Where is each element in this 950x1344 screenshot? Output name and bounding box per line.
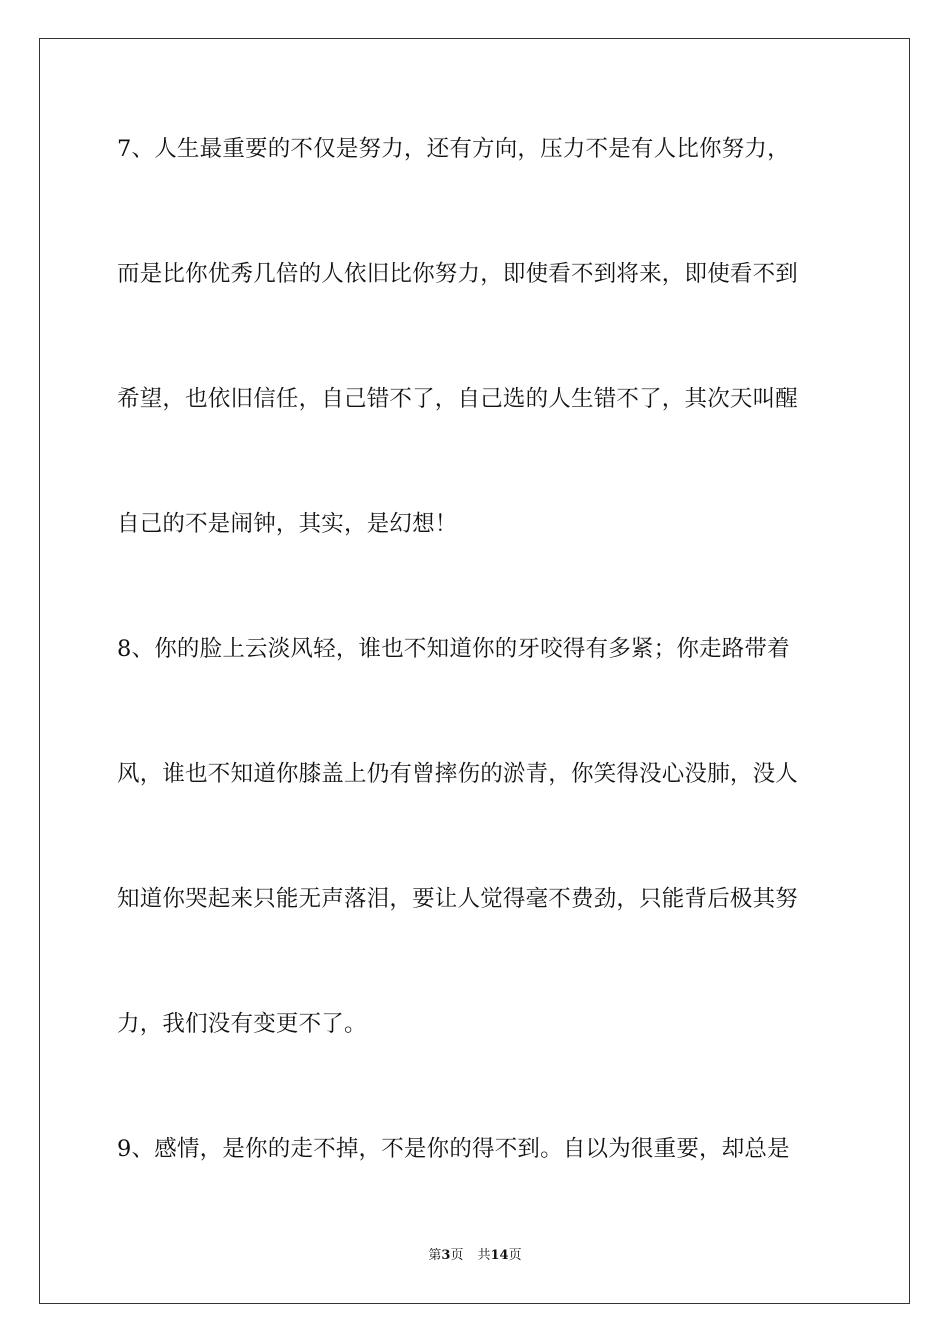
text-line: 希望，也依旧信任，自己错不了，自己选的人生错不了，其次天叫醒: [117, 386, 799, 412]
text-line: 7、人生最重要的不仅是努力，还有方向，压力不是有人比你努力，: [117, 136, 790, 162]
page-footer: [0, 1247, 950, 1265]
page-border: [39, 38, 910, 1304]
total-prefix: 共: [477, 1248, 491, 1263]
text-line: 8、你的脸上云淡风轻，谁也不知道你的牙咬得有多紧；你走路带着: [117, 636, 790, 662]
text-line: 9、感情，是你的走不掉，不是你的得不到。自以为很重要，却总是: [117, 1136, 790, 1162]
text-line: 风，谁也不知道你膝盖上仍有曾摔伤的淤青，你笑得没心没肺，没人: [117, 761, 799, 787]
page-number: 3: [441, 1248, 451, 1263]
page-suffix: 页: [450, 1248, 464, 1263]
text-line: 而是比你优秀几倍的人依旧比你努力，即使看不到将来，即使看不到: [117, 261, 799, 287]
text-line: 力，我们没有变更不了。: [117, 1011, 367, 1037]
text-line: 自己的不是闹钟，其实，是幻想！: [117, 511, 458, 537]
total-pages: 14: [490, 1248, 509, 1263]
page-prefix: 第: [428, 1248, 442, 1263]
total-suffix: 页: [508, 1248, 522, 1263]
text-line: 知道你哭起来只能无声落泪，要让人觉得毫不费劲，只能背后极其努: [117, 886, 799, 912]
